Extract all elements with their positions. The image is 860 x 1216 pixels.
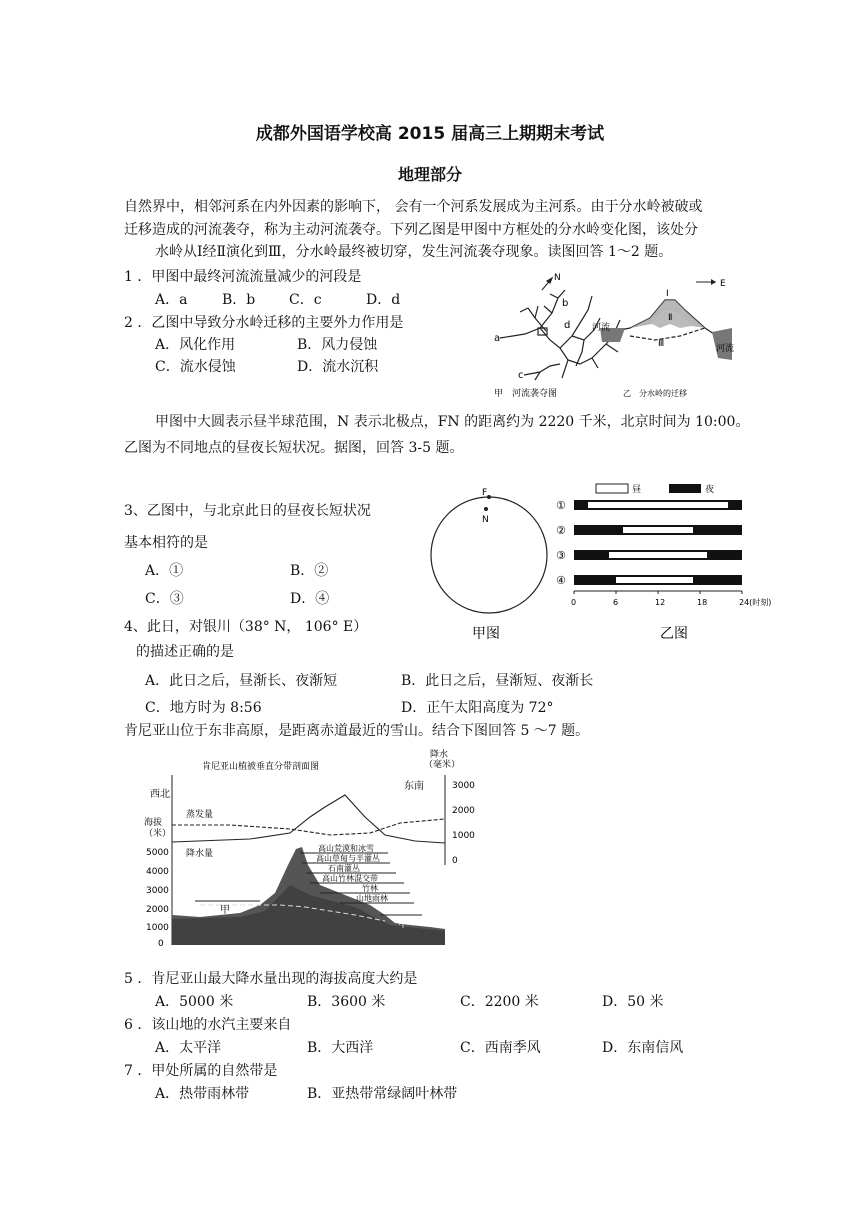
southeast-label: 东南: [404, 781, 424, 792]
precip-axis-label-2: （毫米）: [424, 760, 461, 770]
point-n: [484, 507, 488, 511]
option-c[interactable]: C．地方时为 8:56: [145, 700, 262, 716]
axis-tick-label: 6: [613, 598, 619, 607]
zone-montane-rainforest: 山地雨林: [356, 894, 388, 903]
figure-caption-jia: 甲图: [472, 626, 500, 642]
question-7-stem: 7 ．甲处所属的自然带是: [124, 1063, 278, 1079]
label-n: N: [482, 515, 489, 525]
question-5-options: [155, 991, 664, 1011]
day-hemisphere-figure: [430, 480, 550, 650]
row-label: ①: [556, 499, 566, 512]
question-6-stem: 6 ．该山地的水汽主要来自: [124, 1017, 292, 1033]
question-4-options-row2: [145, 697, 554, 717]
point-f: [487, 495, 491, 499]
altitude-axis-label-1: 海拔: [144, 818, 163, 828]
day-bar: [616, 577, 693, 583]
option-b[interactable]: B．亚热带常绿阔叶林带: [307, 1086, 458, 1102]
jia-label-left: 甲: [220, 905, 230, 916]
option-b[interactable]: B．大西洋: [307, 1040, 374, 1056]
river-label-right: 河流: [716, 344, 735, 354]
zone-mixed-forest: 高山竹林混交带: [322, 874, 378, 883]
svg-text:2000: 2000: [146, 905, 169, 915]
axis-tick-label: 24(时刻): [739, 598, 772, 607]
zone-alpine-meadow: 高山草甸与半灌丛: [316, 854, 380, 863]
question-3-options-row2: [145, 588, 329, 608]
legend-night-swatch: [669, 484, 701, 493]
zone-heath: 石南灌丛: [328, 864, 360, 873]
option-d[interactable]: D．50 米: [602, 994, 664, 1010]
zone-alpine-desert: 高山荒漠和冰雪: [318, 844, 374, 853]
option-a[interactable]: A．5000 米: [155, 994, 234, 1010]
svg-text:1000: 1000: [452, 831, 475, 841]
question-1-options: [155, 289, 400, 309]
option-a[interactable]: A．①: [145, 563, 184, 579]
option-c[interactable]: C．③: [145, 591, 184, 607]
legend-day-label: 昼: [632, 485, 642, 495]
watershed-label-ii: Ⅱ: [668, 313, 673, 323]
svg-text:0: 0: [158, 939, 164, 949]
option-d[interactable]: D．④: [290, 591, 330, 607]
zone-bamboo: 竹林: [362, 884, 378, 893]
intro-line-1: 自然界中，相邻河系在内外因素的影响下， 会有一个河系发展成为主河系。由于分水岭被破或: [124, 199, 703, 215]
label-f: F: [482, 488, 488, 498]
question-5-stem: 5 ．肯尼亚山最大降水量出现的海拔高度大约是: [124, 971, 418, 987]
option-d[interactable]: D．东南信风: [602, 1040, 684, 1056]
question-2-stem: 2 ．乙图中导致分水岭迁移的主要外力作用是: [124, 315, 404, 331]
precipitation-ticks: [452, 781, 475, 866]
option-a[interactable]: A．热带雨林带: [155, 1086, 250, 1102]
question-3-stem-2: 基本相符的是: [124, 535, 208, 551]
river-label-b: b: [562, 298, 569, 309]
option-b[interactable]: B．风力侵蚀: [297, 337, 378, 353]
axis-tick-label: 0: [571, 598, 577, 607]
day-bar: [623, 527, 693, 533]
day-night-chart: [554, 478, 794, 648]
option-a[interactable]: A．此日之后，昼渐长、夜渐短: [145, 673, 338, 689]
axis-tick-label: 12: [655, 598, 666, 607]
question-4-stem-1: 4、此日，对银川（38° N， 106° E）: [124, 619, 368, 635]
intro2-line-2: 乙图为不同地点的昼夜长短状况。据图，回答 3-5 题。: [124, 440, 464, 456]
figure-title: 肯尼亚山植被垂直分带剖面图: [202, 762, 320, 772]
precip-axis-label-1: 降水: [430, 750, 449, 760]
day-bar: [588, 502, 728, 508]
northwest-label: 西北: [150, 789, 170, 800]
question-1-stem: 1 ．甲图中最终河流流量减少的河段是: [124, 269, 362, 285]
question-3-options-row1: [145, 560, 328, 580]
question-7-options: [155, 1083, 457, 1103]
altitude-ticks: [146, 848, 169, 949]
svg-text:3000: 3000: [146, 886, 169, 896]
intro-line-2: 迁移造成的河流袭夺，称为主动河流袭夺。下列乙图是甲图中方框处的分水岭变化图，该处分: [124, 222, 698, 238]
altitude-axis-label-2: （米）: [144, 829, 172, 839]
watershed-label-iii: Ⅲ: [658, 339, 665, 349]
kenya-profile-figure: [140, 745, 480, 955]
svg-text:4000: 4000: [146, 867, 169, 877]
east-label: E: [720, 279, 726, 289]
river-label-left: 河流: [592, 323, 611, 333]
option-c[interactable]: C．西南季风: [460, 1040, 541, 1056]
intro-line-3: 水岭从Ⅰ经Ⅱ演化到Ⅲ，分水岭最终被切穿，发生河流袭夺现象。读图回答 1～2 题。: [155, 244, 673, 260]
day-bar: [609, 552, 707, 558]
axis-tick-label: 18: [697, 598, 708, 607]
question-2-options-row2: [155, 356, 378, 376]
watershed-label-i: Ⅰ: [666, 289, 669, 299]
row-label: ④: [556, 574, 566, 587]
row-label: ②: [556, 524, 566, 537]
river-capture-figure: [480, 268, 750, 400]
question-2-options-row1: [155, 334, 377, 354]
option-b[interactable]: B．3600 米: [307, 994, 386, 1010]
question-4-stem-2: 的描述正确的是: [136, 644, 234, 660]
svg-text:0: 0: [452, 856, 458, 866]
option-d[interactable]: D．流水沉积: [297, 359, 379, 375]
option-b[interactable]: B．②: [290, 563, 329, 579]
intro2-line-1: 甲图中大圆表示昼半球范围，N 表示北极点，FN 的距离约为 2220 千米，北京时间为 10:00。: [155, 414, 750, 430]
option-a[interactable]: A．太平洋: [155, 1040, 222, 1056]
river-label-a: a: [494, 333, 501, 344]
figure-caption-left: 甲 河流袭夺图: [494, 389, 558, 399]
option-d[interactable]: D．d: [366, 292, 401, 308]
page-title: 成都外国语学校高 2015 届高三上期期末考试: [255, 124, 605, 144]
svg-text:1000: 1000: [146, 923, 169, 933]
svg-text:3000: 3000: [452, 781, 475, 791]
option-a[interactable]: A．a: [155, 292, 188, 308]
option-b[interactable]: B．此日之后，昼渐短、夜渐长: [401, 673, 594, 689]
svg-text:2000: 2000: [452, 806, 475, 816]
river-label-c: c: [518, 370, 524, 381]
north-label: N: [554, 273, 561, 283]
question-4-options-row1: [145, 670, 593, 690]
river-label-d: d: [564, 320, 571, 331]
figure-caption-right: 乙 分水岭的迁移: [623, 389, 687, 398]
legend-night-label: 夜: [705, 485, 715, 495]
precipitation-label: 降水量: [186, 849, 214, 859]
evaporation-curve: [172, 819, 445, 835]
option-d[interactable]: D．正午太阳高度为 72°: [401, 700, 554, 716]
legend-day-swatch: [596, 484, 628, 493]
row-label: ③: [556, 549, 566, 562]
option-b[interactable]: B．b: [222, 292, 256, 308]
question-6-options: [155, 1037, 683, 1057]
section-title: 地理部分: [397, 165, 462, 184]
svg-text:5000: 5000: [146, 848, 169, 858]
option-c[interactable]: C．c: [289, 292, 322, 308]
question-3-stem-1: 3、乙图中，与北京此日的昼夜长短状况: [124, 503, 371, 519]
jia-label-right: 甲: [398, 919, 408, 930]
figure-caption-yi: 乙图: [660, 626, 688, 642]
option-a[interactable]: A．风化作用: [155, 337, 236, 353]
evaporation-label: 蒸发量: [186, 810, 214, 820]
option-c[interactable]: C．2200 米: [460, 994, 539, 1010]
day-hemisphere-circle: [431, 497, 547, 613]
intro3: 肯尼亚山位于东非高原，是距离赤道最近的雪山。结合下图回答 5 ～7 题。: [124, 723, 590, 739]
option-c[interactable]: C．流水侵蚀: [155, 359, 236, 375]
